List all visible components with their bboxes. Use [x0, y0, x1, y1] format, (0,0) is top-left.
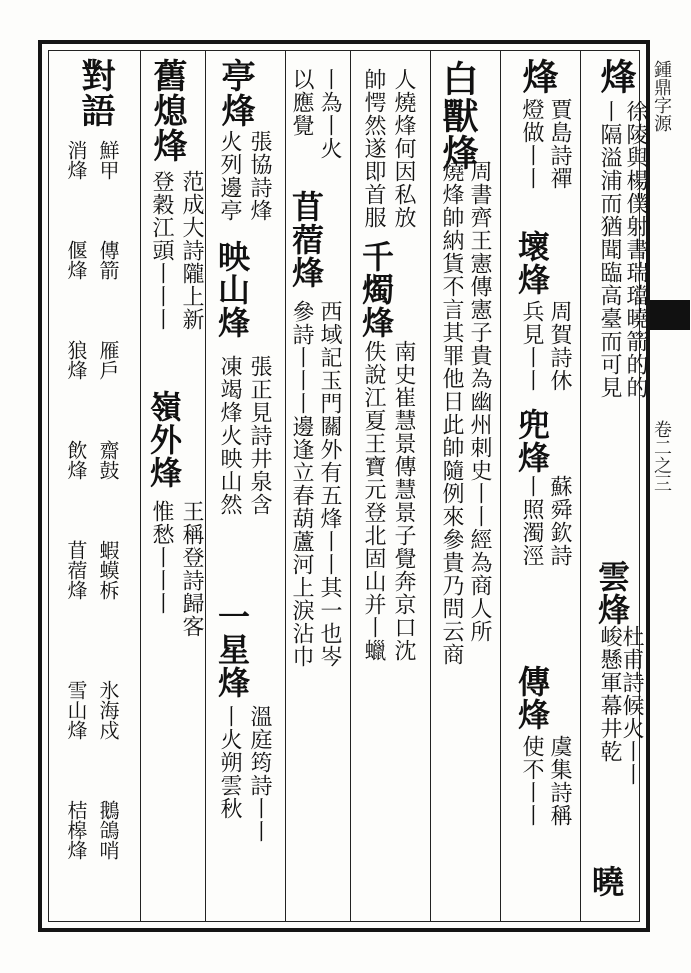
- entry-heading: 曉: [587, 865, 625, 898]
- entry-heading: 苜蓿烽: [287, 190, 325, 289]
- entry-text: 火列邊亭: [217, 130, 242, 222]
- entry-text: 杜甫詩候火丨丨: [619, 625, 644, 786]
- entry-text: 張正見詩井泉含: [247, 355, 272, 516]
- entry-text: 蘇舜欽詩: [547, 475, 572, 567]
- entry-text: 登穀江頭丨丨丨: [149, 170, 174, 331]
- entry-heading: 千燭烽: [357, 240, 395, 339]
- entry-text: 凍竭烽火映山然: [217, 355, 242, 516]
- entry-heading: 亭烽: [215, 58, 255, 128]
- entry-heading: 兜烽: [513, 408, 551, 474]
- fish-tail-mark: [650, 300, 690, 330]
- entry-heading: 壞烽: [513, 230, 551, 296]
- column-rule: [500, 50, 501, 922]
- vocab-item: 苜蓿烽: [64, 540, 88, 600]
- column-rule: [205, 50, 206, 922]
- entry-text: 使不丨丨: [519, 735, 544, 827]
- entry-text: 惟愁丨丨丨: [149, 500, 174, 615]
- entry-text: 王稱登詩歸客: [179, 500, 204, 638]
- vocab-item: 桔槔烽: [64, 800, 88, 860]
- entry-text: 范成大詩隴上新: [179, 170, 204, 331]
- entry-text: 燈做丨丨: [519, 98, 544, 190]
- entry-text: 燒烽帥納貨不言其罪他日此帥隨例來參貴乃問云商: [439, 160, 464, 666]
- column-rule: [430, 50, 431, 922]
- vocab-item: 狼烽: [64, 340, 88, 380]
- entry-heading: 烽: [595, 58, 637, 95]
- entry-heading: 白獸烽: [437, 60, 479, 171]
- entry-text: 張協詩烽: [247, 130, 272, 222]
- entry-text: 南史崔慧景傳慧景子覺奔京口沈: [391, 340, 416, 662]
- entry-text: 周賀詩休: [547, 300, 572, 392]
- entry-text: 兵見丨丨: [519, 300, 544, 392]
- entry-text: 溫庭筠詩丨丨: [247, 705, 272, 843]
- column-rule: [580, 50, 581, 922]
- entry-text: 虞集詩稱: [547, 735, 572, 827]
- entry-text: 徐陵與楊僕射書瑞璫曉箭的的: [623, 100, 648, 399]
- entry-heading: 一星烽: [213, 600, 251, 699]
- vocab-item: 飲烽: [64, 440, 88, 480]
- vocab-item: 消烽: [64, 140, 88, 180]
- entry-text: 人燒烽何因私放: [391, 68, 416, 229]
- vocab-item: 雁戶: [96, 340, 120, 380]
- vocab-item: 偃烽: [64, 240, 88, 280]
- vocab-item: 氷海戍: [96, 680, 120, 740]
- entry-text: 賈島詩禪: [547, 98, 572, 190]
- entry-text: 周書齊王憲傳憲子貴為幽州刺史丨丨經為商人所: [467, 160, 492, 643]
- vocab-item: 鵝鴿哨: [96, 800, 120, 860]
- entry-heading: 嶺外烽: [145, 390, 183, 489]
- entry-heading: 映山烽: [213, 240, 251, 339]
- entry-text: 西域記玉門關外有五烽丨丨其一也岑: [317, 300, 342, 668]
- entry-text: 帥愕然遂即首服: [361, 68, 386, 229]
- entry-text: 以應覺: [289, 68, 314, 137]
- entry-text: 參詩丨丨丨邊逢立春葫蘆河上淚沾巾: [289, 300, 314, 668]
- entry-text: 丨隔溢浦而猶聞臨高臺而可見: [597, 100, 622, 399]
- vocab-item: 齋鼓: [96, 440, 120, 480]
- column-rule: [285, 50, 286, 922]
- entry-heading: 舊熄烽: [147, 58, 187, 163]
- column-rule: [140, 50, 141, 922]
- vocab-item: 傳箭: [96, 240, 120, 280]
- entry-text: 丨照濁涇: [519, 475, 544, 567]
- vocab-item: 雪山烽: [64, 680, 88, 740]
- section-heading: 對語: [75, 58, 115, 128]
- margin-title: 鍾鼎字源: [651, 60, 672, 132]
- entry-heading: 烽: [517, 58, 559, 95]
- entry-text: 丨為丨火: [317, 68, 342, 160]
- vocab-item: 鮮甲: [96, 140, 120, 180]
- entry-text: 佚說江夏王寶元登北固山并丨蠟: [361, 340, 386, 662]
- entry-heading: 雲烽: [593, 560, 631, 626]
- entry-text: 丨火朔雲秋: [217, 705, 242, 820]
- margin-volume: 卷二之三: [651, 420, 672, 492]
- entry-text: 峻懸軍幕井乾: [597, 625, 622, 763]
- column-rule: [350, 50, 351, 922]
- vocab-item: 蝦蟆柝: [96, 540, 120, 600]
- entry-heading: 傳烽: [513, 665, 551, 731]
